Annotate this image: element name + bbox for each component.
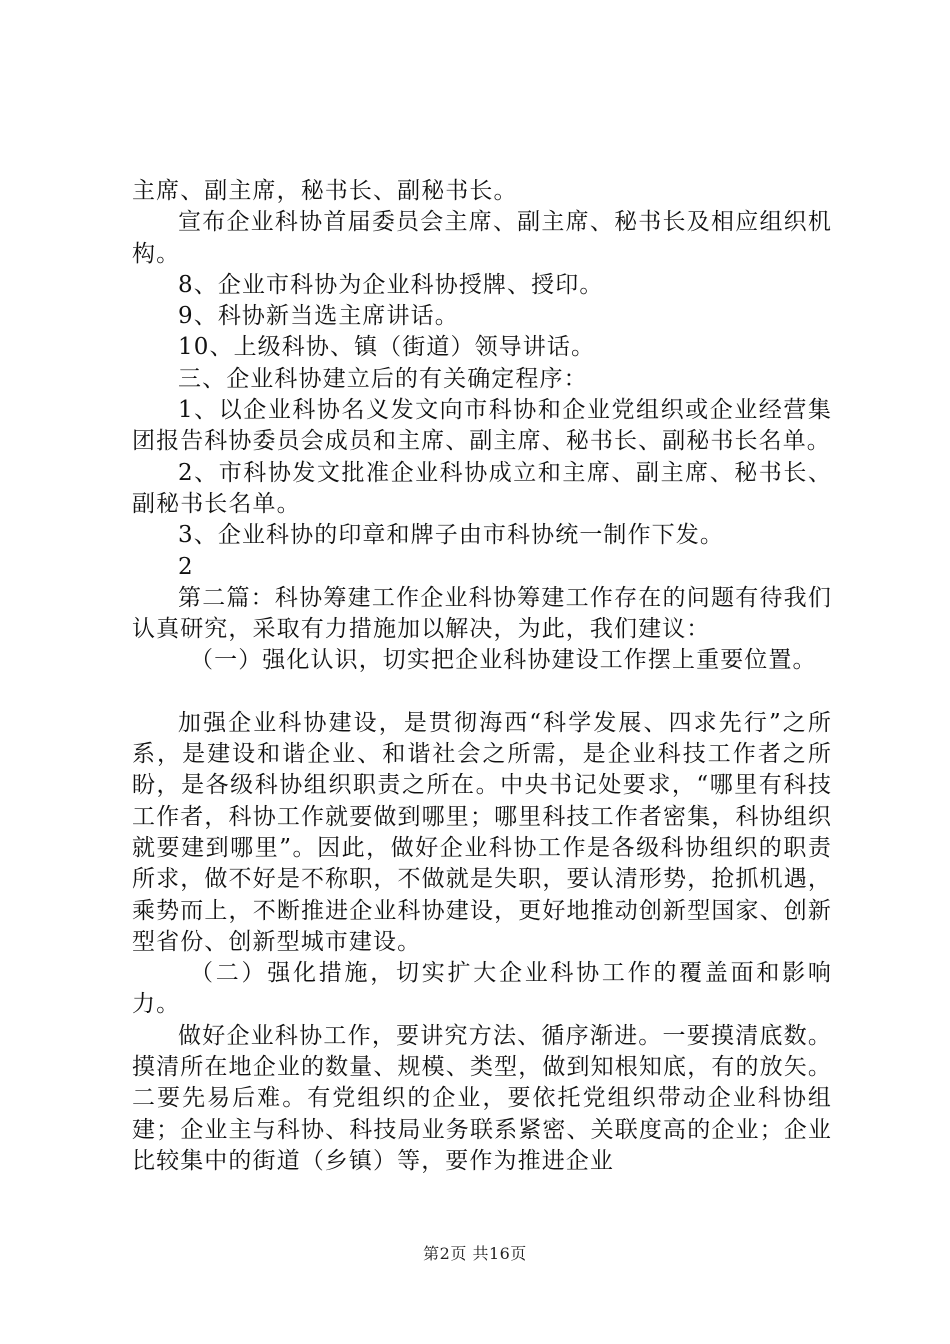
- inline-page-number: 2: [178, 553, 194, 580]
- paragraph-5: 10、上级科协、镇（街道）领导讲话。: [178, 334, 596, 361]
- paragraph-6: 1、以企业科协名义发文向市科协和企业党组织或企业经营集团报告科协委员会成员和主席、副主席、秘书长、副秘书长名单。: [132, 397, 832, 455]
- paragraph-4: 9、科协新当选主席讲话。: [178, 303, 459, 330]
- paragraph-10: 做好企业科协工作，要讲究方法、循序渐进。一要摸清底数。摸清所在地企业的数量、规模、类型，做到知根知底，有的放矢。二要先易后难。有党组织的企业，要依托党组织带动企业科协组建；企业主与科协、科技局业务联系紧密、关联度高的企业；企业比较集中的街道（乡镇）等，要作为推进企业: [132, 1022, 832, 1174]
- chapter-two-intro: 第二篇：科协筹建工作企业科协筹建工作存在的问题有待我们认真研究，采取有力措施加以解决，为此，我们建议：: [132, 584, 832, 643]
- section-heading-3: 三、企业科协建立后的有关确定程序：: [178, 365, 588, 392]
- paragraph-9: 加强企业科协建设，是贯彻海西“科学发展、四求先行”之所系，是建设和谐企业、和谐社会之所需，是企业科技工作者之所盼，是各级科协组织职责之所在。中央书记处要求，“哪里有科技工作者，科协工作就要做到哪里；哪里科技工作者密集，科协组织就要建到哪里”。因此，做好企业科协工作是各级科协组织的职责所求，做不好是不称职，不做就是失职，要认清形势，抢抓机遇，乘势而上，不断推进企业科协建设，更好地推动创新型国家、创新型省份、创新型城市建设。: [132, 709, 832, 955]
- paragraph-1: 主席、副主席，秘书长、副秘书长。: [132, 178, 518, 204]
- paragraph-2: 宣布企业科协首届委员会主席、副主席、秘书长及相应组织机构。: [132, 209, 832, 267]
- document-body: [132, 176, 832, 1177]
- paragraph-gap: [132, 677, 832, 708]
- subheading-1: （一）强化认识，切实把企业科协建设工作摆上重要位置。: [190, 647, 817, 674]
- page-footer: 第2页 共16页: [423, 1244, 527, 1263]
- paragraph-7: 2、市科协发文批准企业科协成立和主席、副主席、秘书长、副秘书长名单。: [132, 459, 832, 517]
- paragraph-3: 8、企业市科协为企业科协授牌、授印。: [178, 271, 604, 298]
- paragraph-8: 3、企业科协的印章和牌子由市科协统一制作下发。: [178, 522, 724, 549]
- subheading-2: （二）强化措施，切实扩大企业科协工作的覆盖面和影响力。: [132, 960, 832, 1018]
